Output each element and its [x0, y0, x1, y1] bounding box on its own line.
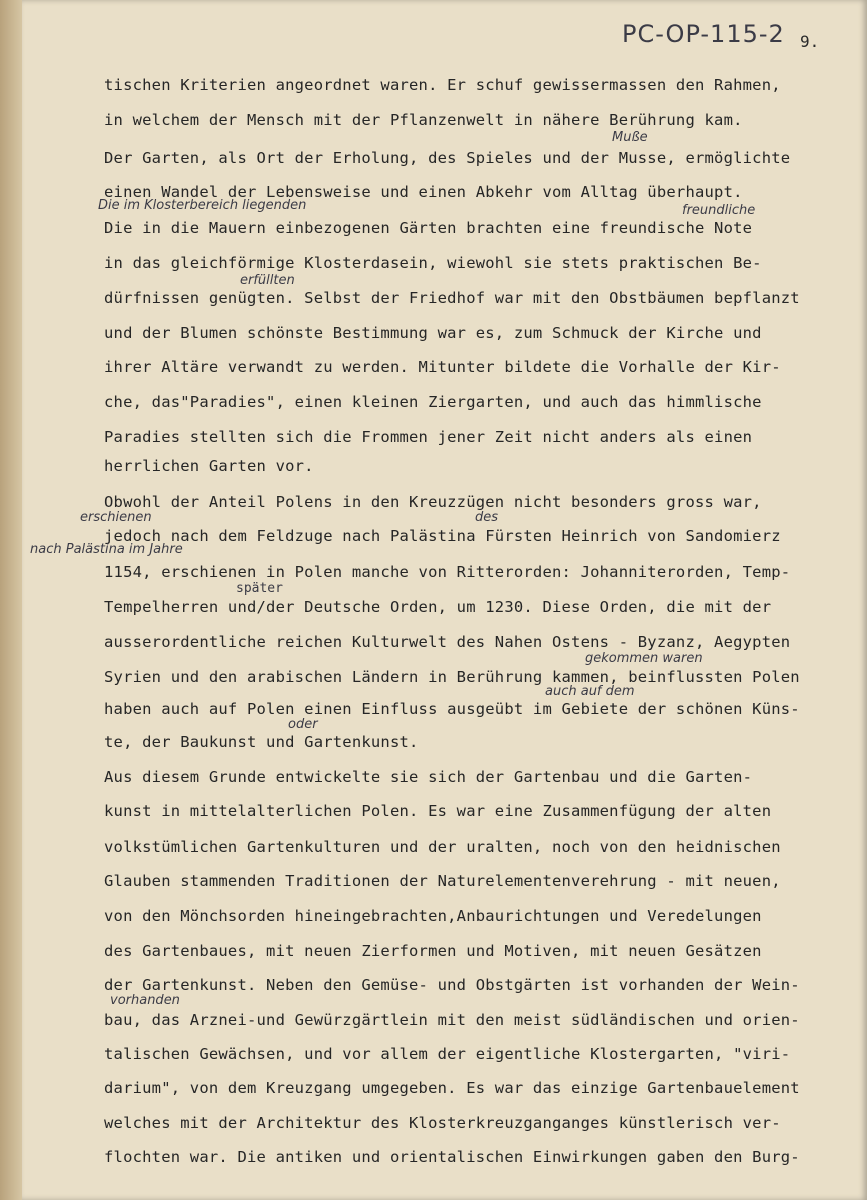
text-line: ihrer Altäre verwandt zu werden. Mitunter bildete die Vorhalle der Kir- — [104, 358, 781, 376]
text-line: der Gartenkunst. Neben den Gemüse- und Obstgärten ist vorhanden der Wein- — [104, 976, 800, 994]
handwritten-annotation: Die im Klosterbereich liegenden — [98, 198, 307, 213]
handwritten-annotation: erfüllten — [240, 273, 295, 288]
handwritten-annotation: erschienen — [80, 510, 152, 525]
text-line: ausserordentliche reichen Kulturwelt des Nahen Ostens - Byzanz, Aegypten — [104, 633, 791, 651]
handwritten-annotation: auch auf dem — [545, 684, 635, 699]
text-line: jedoch nach dem Feldzuge nach Palästina Fürsten Heinrich von Sandomierz — [104, 527, 781, 545]
text-line: Die in die Mauern einbezogenen Gärten brachten eine freundische Note — [104, 219, 753, 237]
text-line: bau, das Arznei-und Gewürzgärtlein mit den meist südländischen und orien- — [104, 1011, 800, 1029]
text-line: tischen Kriterien angeordnet waren. Er schuf gewissermassen den Rahmen, — [104, 76, 781, 94]
text-line: und der Blumen schönste Bestimmung war es, zum Schmuck der Kirche und — [104, 324, 762, 342]
handwritten-annotation: des — [475, 510, 499, 525]
text-line: Obwohl der Anteil Polens in den Kreuzzügen nicht besonders gross war, — [104, 493, 762, 511]
text-line: darium", von dem Kreuzgang umgegeben. Es war das einzige Gartenbauelement — [104, 1079, 800, 1097]
text-line: volkstümlichen Gartenkulturen und der uralten, noch von den heidnischen — [104, 838, 781, 856]
text-line: welches mit der Architektur des Klosterkreuzganganges künstlerisch ver- — [104, 1114, 781, 1132]
text-line: Glauben stammenden Traditionen der Naturelementenverehrung - mit neuen, — [104, 872, 781, 890]
text-line: Tempelherren und/der Deutsche Orden, um 1230. Diese Orden, die mit der — [104, 598, 772, 616]
text-line: talischen Gewächsen, und vor allem der eigentliche Klostergarten, "viri- — [104, 1045, 791, 1063]
text-line: 1154, erschienen in Polen manche von Ritterorden: Johanniterorden, Temp- — [104, 563, 791, 581]
text-line: flochten war. Die antiken und orientalischen Einwirkungen gaben den Burg- — [104, 1148, 800, 1166]
handwritten-annotation: nach Palästina im Jahre — [30, 542, 183, 557]
text-line: in das gleichförmige Klosterdasein, wiewohl sie stets praktischen Be- — [104, 254, 762, 272]
text-line: che, das"Paradies", einen kleinen Ziergarten, und auch das himmlische — [104, 393, 762, 411]
text-line: einen Wandel der Lebensweise und einen Abkehr vom Alltag überhaupt. — [104, 183, 743, 201]
text-line: te, der Baukunst und Gartenkunst. — [104, 733, 419, 751]
handwritten-annotation: Muße — [612, 130, 648, 145]
text-line: Paradies stellten sich die Frommen jener Zeit nicht anders als einen — [104, 428, 753, 446]
text-line: des Gartenbaues, mit neuen Zierformen und Motiven, mit neuen Gesätzen — [104, 942, 762, 960]
archive-signature: PC-OP-115-2 — [622, 20, 785, 48]
handwritten-annotation: oder — [288, 717, 318, 732]
text-line: kunst in mittelalterlichen Polen. Es war eine Zusammenfügung der alten — [104, 802, 772, 820]
text-line: dürfnissen genügten. Selbst der Friedhof war mit den Obstbäumen bepflanzt — [104, 289, 800, 307]
text-line: Syrien und den arabischen Ländern in Berührung kammen, beinflussten Polen — [104, 668, 800, 686]
page-number: 9. — [800, 32, 820, 51]
handwritten-annotation: vorhanden — [110, 993, 180, 1008]
text-line: in welchem der Mensch mit der Pflanzenwelt in nähere Berührung kam. — [104, 111, 743, 129]
text-line: Der Garten, als Ort der Erholung, des Spieles und der Musse, ermöglichte — [104, 149, 791, 167]
handwritten-annotation: später — [236, 581, 283, 596]
text-line: herrlichen Garten vor. — [104, 457, 314, 475]
text-line: von den Mönchsorden hineingebrachten,Anbaurichtungen und Veredelungen — [104, 907, 762, 925]
handwritten-annotation: freundliche — [682, 203, 756, 218]
text-line: Aus diesem Grunde entwickelte sie sich der Gartenbau und die Garten- — [104, 768, 753, 786]
handwritten-annotation: gekommen waren — [585, 651, 703, 666]
page-left-edge — [0, 0, 22, 1200]
text-line: haben auch auf Polen einen Einfluss ausgeübt im Gebiete der schönen Küns- — [104, 700, 800, 718]
